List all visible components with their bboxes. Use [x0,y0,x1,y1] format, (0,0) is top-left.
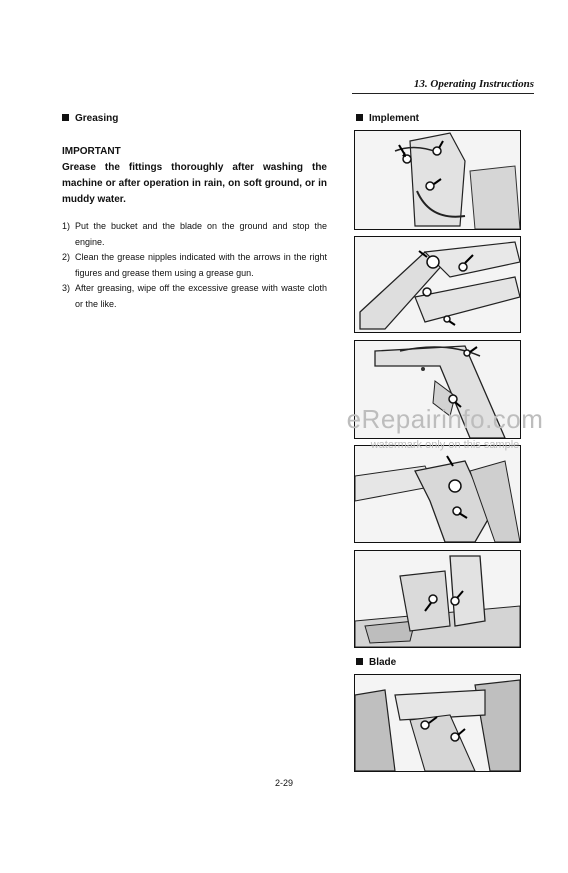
list-item [62,219,327,250]
important-text: Grease the fittings thoroughly after washing the machine or after operation in rain, on soft ground, or in muddy water. [62,162,327,205]
step-text: Put the bucket and the blade on the ground and stop the engine. [75,221,327,247]
step-number: 3) [62,283,71,293]
greasing-steps-list [62,219,327,312]
square-bullet-icon [356,658,363,665]
greasing-section-title [62,113,118,124]
list-item [62,281,327,312]
step-text: Clean the grease nipples indicated with the arrows in the right figures and grease them using a grease gun. [75,252,327,278]
implement-title-text: Implement [369,113,420,124]
greasing-title-text: Greasing [75,113,119,124]
implement-figure-4 [354,445,521,543]
implement-figure-1 [354,130,521,230]
implement-figure-2 [354,236,521,333]
square-bullet-icon [356,114,363,121]
blade-figure [354,674,521,772]
header-rule [352,93,534,94]
watermark-line-2: watermark only on this sample [370,439,520,451]
page-header-title: 13. Operating Instructions [413,78,534,90]
step-text: After greasing, wipe off the excessive grease with waste cloth or the like. [75,283,327,309]
important-note [62,144,327,208]
implement-section-title [356,113,419,124]
watermark-line-1: eRepairinfo.com [346,404,544,434]
important-label: IMPORTANT [62,146,121,157]
implement-figure-5 [354,550,521,648]
blade-title-text: Blade [369,657,397,668]
blade-section-title [356,657,396,668]
page-number: 2-29 [274,778,293,788]
implement-figure-3 [354,340,521,439]
step-number: 2) [62,252,71,262]
step-number: 1) [62,221,71,231]
square-bullet-icon [62,114,69,121]
list-item [62,250,327,281]
